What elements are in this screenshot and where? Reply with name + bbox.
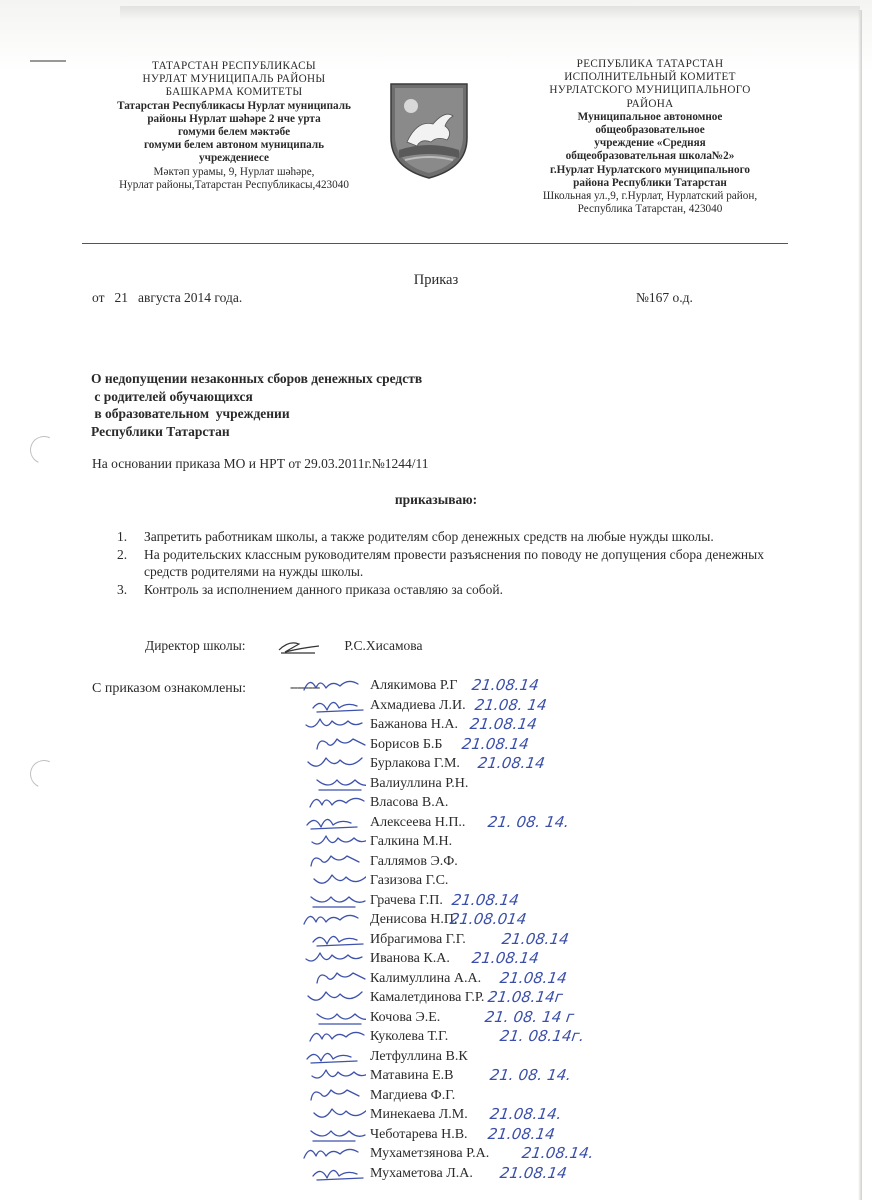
coat-of-arms-icon xyxy=(387,80,471,180)
director-signature-line xyxy=(145,638,423,656)
header-right-address: Республика Татарстан, 423040 xyxy=(577,203,723,216)
acknowledged-name: Куколева Т.Г. xyxy=(370,1029,449,1044)
acknowledged-date: 21.08.14 xyxy=(460,734,531,753)
header-left-address: Нурлат районы,Татарстан Республикасы,423040 xyxy=(119,178,349,191)
order-date-prefix: от xyxy=(92,290,105,305)
acknowledged-date: 21.08.14. xyxy=(520,1144,595,1162)
subject-line: в образовательном учреждении xyxy=(91,406,290,421)
subject-line: Республики Татарстан xyxy=(91,423,230,439)
order-item-number: 1. xyxy=(117,529,128,544)
acknowledged-date: 21.08.14 xyxy=(470,676,541,694)
header-right-line: ИСПОЛНИТЕЛЬНЫЙ КОМИТЕТ xyxy=(564,71,736,84)
order-title: Приказ xyxy=(413,272,459,288)
acknowledged-name: Матавина Е.В xyxy=(370,1068,454,1083)
header-left-line: БАШКАРМА КОМИТЕТЫ xyxy=(165,86,303,99)
header-left-line: ТАТАРСТАН РЕСПУБЛИКАСЫ xyxy=(152,60,316,72)
header-left-org: гомуми белем мәктәбе xyxy=(177,126,291,139)
acknowledged-date: 21.08.14. xyxy=(488,1105,563,1123)
header-left-line: НУРЛАТ МУНИЦИПАЛЬ РАЙОНЫ xyxy=(142,73,326,86)
header-right-org: Муниципальное автономное xyxy=(577,110,723,123)
acknowledged-name: Мухаметзянова Р.А. xyxy=(370,1146,490,1161)
acknowledged-name: Кочова Э.Е. xyxy=(370,1009,441,1025)
acknowledged-name: Чеботарева Н.В. xyxy=(370,1126,468,1142)
header-left xyxy=(84,60,384,192)
acknowledged-name: Камалетдинова Г.Р. xyxy=(370,990,485,1005)
acknowledged-list xyxy=(300,676,720,1183)
acknowledged-name: Магдиева Ф.Г. xyxy=(370,1087,456,1103)
order-date xyxy=(92,290,242,306)
order-item-text: Запретить работникам школы, а также родителям сбор денежных средств на любые нужды школы. xyxy=(144,529,714,544)
header-right xyxy=(510,58,790,216)
header-left-org: Татарстан Республикасы Нурлат муниципаль xyxy=(117,99,351,112)
acknowledged-date: 21.08.14 xyxy=(498,1163,569,1182)
header-right-line: РАЙОНА xyxy=(626,97,674,110)
order-date-day: 21 xyxy=(114,290,128,305)
acknowledged-name: Газизова Г.С. xyxy=(370,873,449,888)
director-label: Директор школы: xyxy=(145,638,246,654)
director-name: Р.С.Хисамова xyxy=(344,638,423,654)
acknowledged-name: Мухаметова Л.А. xyxy=(370,1165,473,1181)
order-item-number: 3. xyxy=(117,582,128,597)
acknowledged-name: Галлямов Э.Ф. xyxy=(370,853,458,869)
acknowledged-date: 21.08.14 xyxy=(486,1124,557,1143)
acknowledged-date: 21.08.014 xyxy=(448,910,528,928)
acknowledged-name: Ибрагимова Г.Г. xyxy=(370,931,466,947)
header-right-org: общеобразовательная школа№2» xyxy=(565,150,735,163)
acknowledged-row xyxy=(300,1164,720,1184)
acknowledged-name: Алякимова Р.Г xyxy=(370,678,458,693)
acknowledged-name: Иванова К.А. xyxy=(370,951,450,966)
header-left-org: учреждениесе xyxy=(199,152,269,165)
acknowledged-date: 21. 08. 14. xyxy=(488,1066,573,1084)
subject-line: О недопущении незаконных сборов денежных средств xyxy=(91,371,423,386)
order-date-rest: августа 2014 года. xyxy=(137,290,243,305)
acknowledged-name: Борисов Б.Б xyxy=(370,736,443,752)
header-right-org: общеобразовательное xyxy=(595,124,705,137)
header-left-org: районы Нурлат шәһәре 2 нче урта xyxy=(147,112,321,125)
acknowledged-name: Летфуллина В.К xyxy=(370,1048,468,1064)
order-item-number: 2. xyxy=(117,547,128,562)
header-right-org: г.Нурлат Нурлатского муниципального xyxy=(550,163,750,176)
acknowledged-name: Власова В.А. xyxy=(370,795,449,810)
order-items xyxy=(117,528,767,599)
acknowledged-date: 21.08.14 xyxy=(468,715,539,733)
acknowledged-name: Минекаева Л.М. xyxy=(370,1107,468,1122)
acknowledged-date: 21.08.14 xyxy=(500,929,571,948)
order-command: приказываю: xyxy=(394,492,478,507)
header-left-address: Мәктәп урамы, 9, Нурлат шәһәре, xyxy=(153,165,315,178)
order-basis: На основании приказа МО и НРТ от 29.03.2011г.№1244/11 xyxy=(92,456,429,471)
punch-hole-mark xyxy=(26,432,62,468)
order-item xyxy=(117,528,767,545)
order-item xyxy=(117,546,767,580)
order-item-text: На родительских классным руководителям провести разъяснения по поводу не допущения сбора денежных средств родителями на нужды школы. xyxy=(144,547,764,579)
acknowledged-name: Галкина М.Н. xyxy=(370,834,453,849)
acknowledged-name: Бажанова Н.А. xyxy=(370,717,458,732)
subject-line: с родителей обучающихся xyxy=(91,388,253,404)
acknowledged-name: Ахмадиева Л.И. xyxy=(370,697,466,713)
acknowledged-date: 21.08.14 xyxy=(450,890,521,909)
acknowledged-name: Калимуллина А.А. xyxy=(370,970,482,986)
acknowledged-date: 21. 08.14г. xyxy=(498,1027,586,1045)
acknowledged-name: Алексеева Н.П.. xyxy=(370,814,466,830)
acknowledged-date: 21. 08. 14. xyxy=(486,812,571,831)
acknowledged-dashes: -------- xyxy=(290,680,320,695)
header-right-org: учреждение «Средняя xyxy=(594,137,706,150)
acknowledged-name: Денисова Н.П. xyxy=(370,912,458,927)
acknowledged-date: 21.08.14 xyxy=(476,754,547,772)
acknowledged-name: Грачева Г.П. xyxy=(370,892,443,908)
acknowledged-date: 21.08.14 xyxy=(498,968,569,987)
order-number: №167 о.д. xyxy=(636,290,693,305)
acknowledged-date: 21. 08. 14 г xyxy=(483,1007,576,1026)
header-right-address: Школьная ул.,9, г.Нурлат, Нурлатский район, xyxy=(542,190,758,203)
acknowledged-date: 21.08. 14 xyxy=(473,695,548,714)
handwritten-signature-icon xyxy=(300,1162,366,1186)
scan-shadow-top xyxy=(120,6,860,20)
punch-hole-mark xyxy=(26,756,62,792)
header-left-org: гомуми белем автоном муниципаль xyxy=(143,139,325,152)
director-signature-icon xyxy=(275,638,325,656)
acknowledged-label: С приказом ознакомлены: xyxy=(92,681,247,696)
order-item xyxy=(117,581,767,598)
scan-mark xyxy=(30,60,66,62)
acknowledged-date: 21.08.14г xyxy=(486,988,564,1006)
acknowledged-name: Валиуллина Р.Н. xyxy=(370,775,469,791)
order-subject xyxy=(91,370,422,440)
header-right-org: района Республики Татарстан xyxy=(573,176,727,189)
acknowledged-name: Бурлакова Г.М. xyxy=(370,756,460,771)
acknowledged-date: 21.08.14 xyxy=(470,949,541,967)
header-right-line: РЕСПУБЛИКА ТАТАРСТАН xyxy=(576,58,724,70)
order-item-text: Контроль за исполнением данного приказа оставляю за собой. xyxy=(144,582,504,597)
scan-shadow-right xyxy=(858,10,862,1200)
header-right-line: НУРЛАТСКОГО МУНИЦИПАЛЬНОГО xyxy=(549,84,751,97)
header-divider xyxy=(82,243,788,244)
